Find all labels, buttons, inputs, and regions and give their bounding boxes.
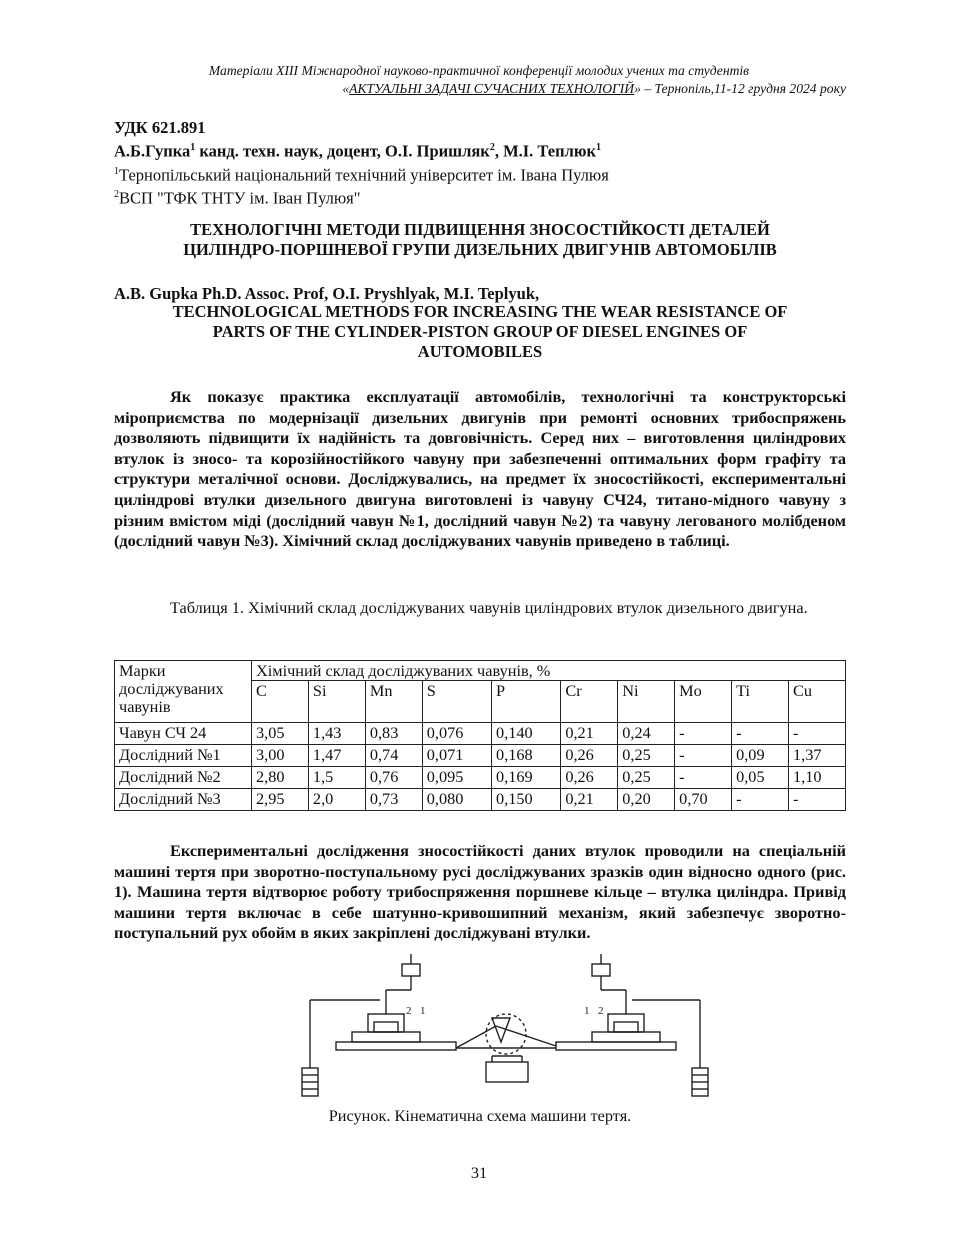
table-cell: 0,095 — [422, 767, 491, 789]
table-cell: 0,140 — [492, 723, 561, 745]
table-cell: 3,05 — [252, 723, 309, 745]
row-name: Дослідний №2 — [115, 767, 252, 789]
col-header: Mn — [365, 681, 422, 723]
table-cell: 0,076 — [422, 723, 491, 745]
table-cell: 1,5 — [308, 767, 365, 789]
authors-en: A.B. Gupka Ph.D. Assoc. Prof, O.I. Pryshlyak, M.I. Teplyuk, — [114, 284, 540, 303]
article-meta — [114, 118, 846, 209]
col-header: Cr — [561, 681, 618, 723]
col-header: Ni — [618, 681, 675, 723]
table-header-row — [115, 661, 846, 681]
table-cell: 0,21 — [561, 723, 618, 745]
col-header: Ti — [732, 681, 789, 723]
right-base-plate — [556, 1042, 676, 1050]
table-cell: 0,74 — [365, 745, 422, 767]
table-cell: 2,80 — [252, 767, 309, 789]
header-line-1: Матеріали XIII Міжнародної науково-практичної конференції молодих учених та студентів — [208, 63, 750, 78]
table-row — [115, 723, 846, 745]
table-cell: 0,071 — [422, 745, 491, 767]
table-cell: 1,43 — [308, 723, 365, 745]
col-header: Si — [308, 681, 365, 723]
table-cell: 0,168 — [492, 745, 561, 767]
col-header: P — [492, 681, 561, 723]
table-cell: 2,95 — [252, 789, 309, 811]
table-cell: 0,26 — [561, 745, 618, 767]
label-left-1: 1 — [420, 1005, 426, 1017]
title-en: TECHNOLOGICAL METHODS FOR INCREASING THE WEAR RESISTANCE OF PARTS OF THE CYLINDER-PISTON GROUP OF DIESEL ENGINES OF AUTOMOBILES — [172, 302, 788, 361]
table-cell: 1,10 — [789, 767, 846, 789]
table-cell: 1,37 — [789, 745, 846, 767]
table-cell: 0,080 — [422, 789, 491, 811]
table-cell: 0,83 — [365, 723, 422, 745]
table-caption: Таблиця 1. Хімічний склад досліджуваних чавунів циліндрових втулок дизельного двигуна. — [170, 598, 808, 617]
udk: УДК 621.891 — [114, 118, 206, 137]
row-name: Чавун СЧ 24 — [115, 723, 252, 745]
table-cell: 3,00 — [252, 745, 309, 767]
authors-ua: А.Б.Гупка$^1$ канд. техн. наук, доцент, О.І. Пришляк$^2$, М.І. Теплюк$^1$ — [114, 141, 602, 161]
col-header: S — [422, 681, 491, 723]
drive-motor — [486, 1062, 528, 1082]
header-line-2: «АКТУАЛЬНІ ЗАДАЧІ СУЧАСНИХ ТЕХНОЛОГІЙ» – Тернопіль,11-12 грудня 2024 року — [342, 81, 846, 96]
table-cell: 0,150 — [492, 789, 561, 811]
page-number: 31 — [470, 1163, 488, 1182]
intro-paragraph: Як показує практика експлуатації автомобілів, технологічні та конструкторські міроприємства по модернізації дизельних двигунів при ремонті основних трибоспряжень дозволяють підвищити їх надійність та довговічність. Серед них – виготовлення циліндрових втулок із зносо- та корозійностійкого чавуну при забезпеченні оптимальних форм графіту та структури металічної основи. Досліджувались, на предмет їх зносостійкості, експериментальні циліндрові втулки дизельного двигуна виготовлені із чавуну СЧ24, титано-мідного чавуну з різним вмістом міді (дослідний чавун №1, дослідний чавун №2) та чавуну легованого молібденом (дослідний чавун №3). Хімічний склад досліджуваних чавунів приведено в таблиці. — [114, 387, 846, 551]
left-gauge — [402, 964, 420, 976]
chemical-composition-table — [114, 660, 846, 811]
running-header — [112, 62, 846, 98]
col-header: Cu — [789, 681, 846, 723]
table-cell: 2,0 — [308, 789, 365, 811]
experiment-paragraph: Експериментальні дослідження зносостійкості даних втулок проводили на спеціальній машині тертя при зворотно-поступальному русі досліджуваних зразків один відносно одного (рис. 1). Машина тертя відтворює роботу трибоспряження поршневе кільце – втулка циліндра. Привід машини тертя включає в себе шатунно-кривошипний механізм, який забезпечує зворотно-поступальний рух обойм в яких закріплені досліджувані втулки. — [114, 841, 846, 943]
header-conference-name: АКТУАЛЬНІ ЗАДАЧІ СУЧАСНИХ ТЕХНОЛОГІЙ — [349, 81, 635, 96]
table-cell: 0,24 — [618, 723, 675, 745]
table-row — [115, 789, 846, 811]
label-right-2: 2 — [598, 1005, 604, 1017]
col-header: C — [252, 681, 309, 723]
table-cell: - — [675, 745, 732, 767]
table-row — [115, 767, 846, 789]
friction-machine-schematic — [296, 952, 716, 1104]
table-cell: 0,05 — [732, 767, 789, 789]
table-cell: 0,70 — [675, 789, 732, 811]
row-header-cell: Марки досліджуваних чавунів — [115, 661, 252, 723]
table-cell: 0,73 — [365, 789, 422, 811]
table-cell: 0,26 — [561, 767, 618, 789]
table-cell: 0,169 — [492, 767, 561, 789]
table-cell: - — [675, 723, 732, 745]
table-cell: - — [675, 767, 732, 789]
label-right-1: 1 — [584, 1005, 590, 1017]
row-name: Дослідний №3 — [115, 789, 252, 811]
table-cell: - — [789, 789, 846, 811]
table-cell: - — [732, 789, 789, 811]
label-left-2: 2 — [406, 1005, 412, 1017]
table-cell: 0,25 — [618, 767, 675, 789]
row-name: Дослідний №1 — [115, 745, 252, 767]
group-header-cell: Хімічний склад досліджуваних чавунів, % — [252, 661, 846, 681]
affiliation-2: $^2$ВСП "ТФК ТНТУ ім. Іван Пулюя" — [114, 188, 361, 208]
title-ua: ТЕХНОЛОГІЧНІ МЕТОДИ ПІДВИЩЕННЯ ЗНОСОСТІЙКОСТІ ДЕТАЛЕЙ ЦИЛІНДРО-ПОРШНЕВОЇ ГРУПИ ДИЗЕЛЬНИХ ДВИГУНІВ АВТОМОБІЛІВ — [183, 220, 777, 259]
table-cell: 1,47 — [308, 745, 365, 767]
figure-caption: Рисунок. Кінематична схема машини тертя. — [328, 1106, 632, 1125]
table-cell: 0,21 — [561, 789, 618, 811]
affiliation-1: $^1$Тернопільський національний технічний університет ім. Івана Пулюя — [114, 165, 609, 184]
table-cell: 0,76 — [365, 767, 422, 789]
table-cell: - — [789, 723, 846, 745]
col-header: Mo — [675, 681, 732, 723]
table-row — [115, 745, 846, 767]
table-cell: 0,09 — [732, 745, 789, 767]
right-gauge — [592, 964, 610, 976]
table-cell: 0,20 — [618, 789, 675, 811]
table-cell: 0,25 — [618, 745, 675, 767]
table-cell: - — [732, 723, 789, 745]
left-base-plate — [336, 1042, 456, 1050]
